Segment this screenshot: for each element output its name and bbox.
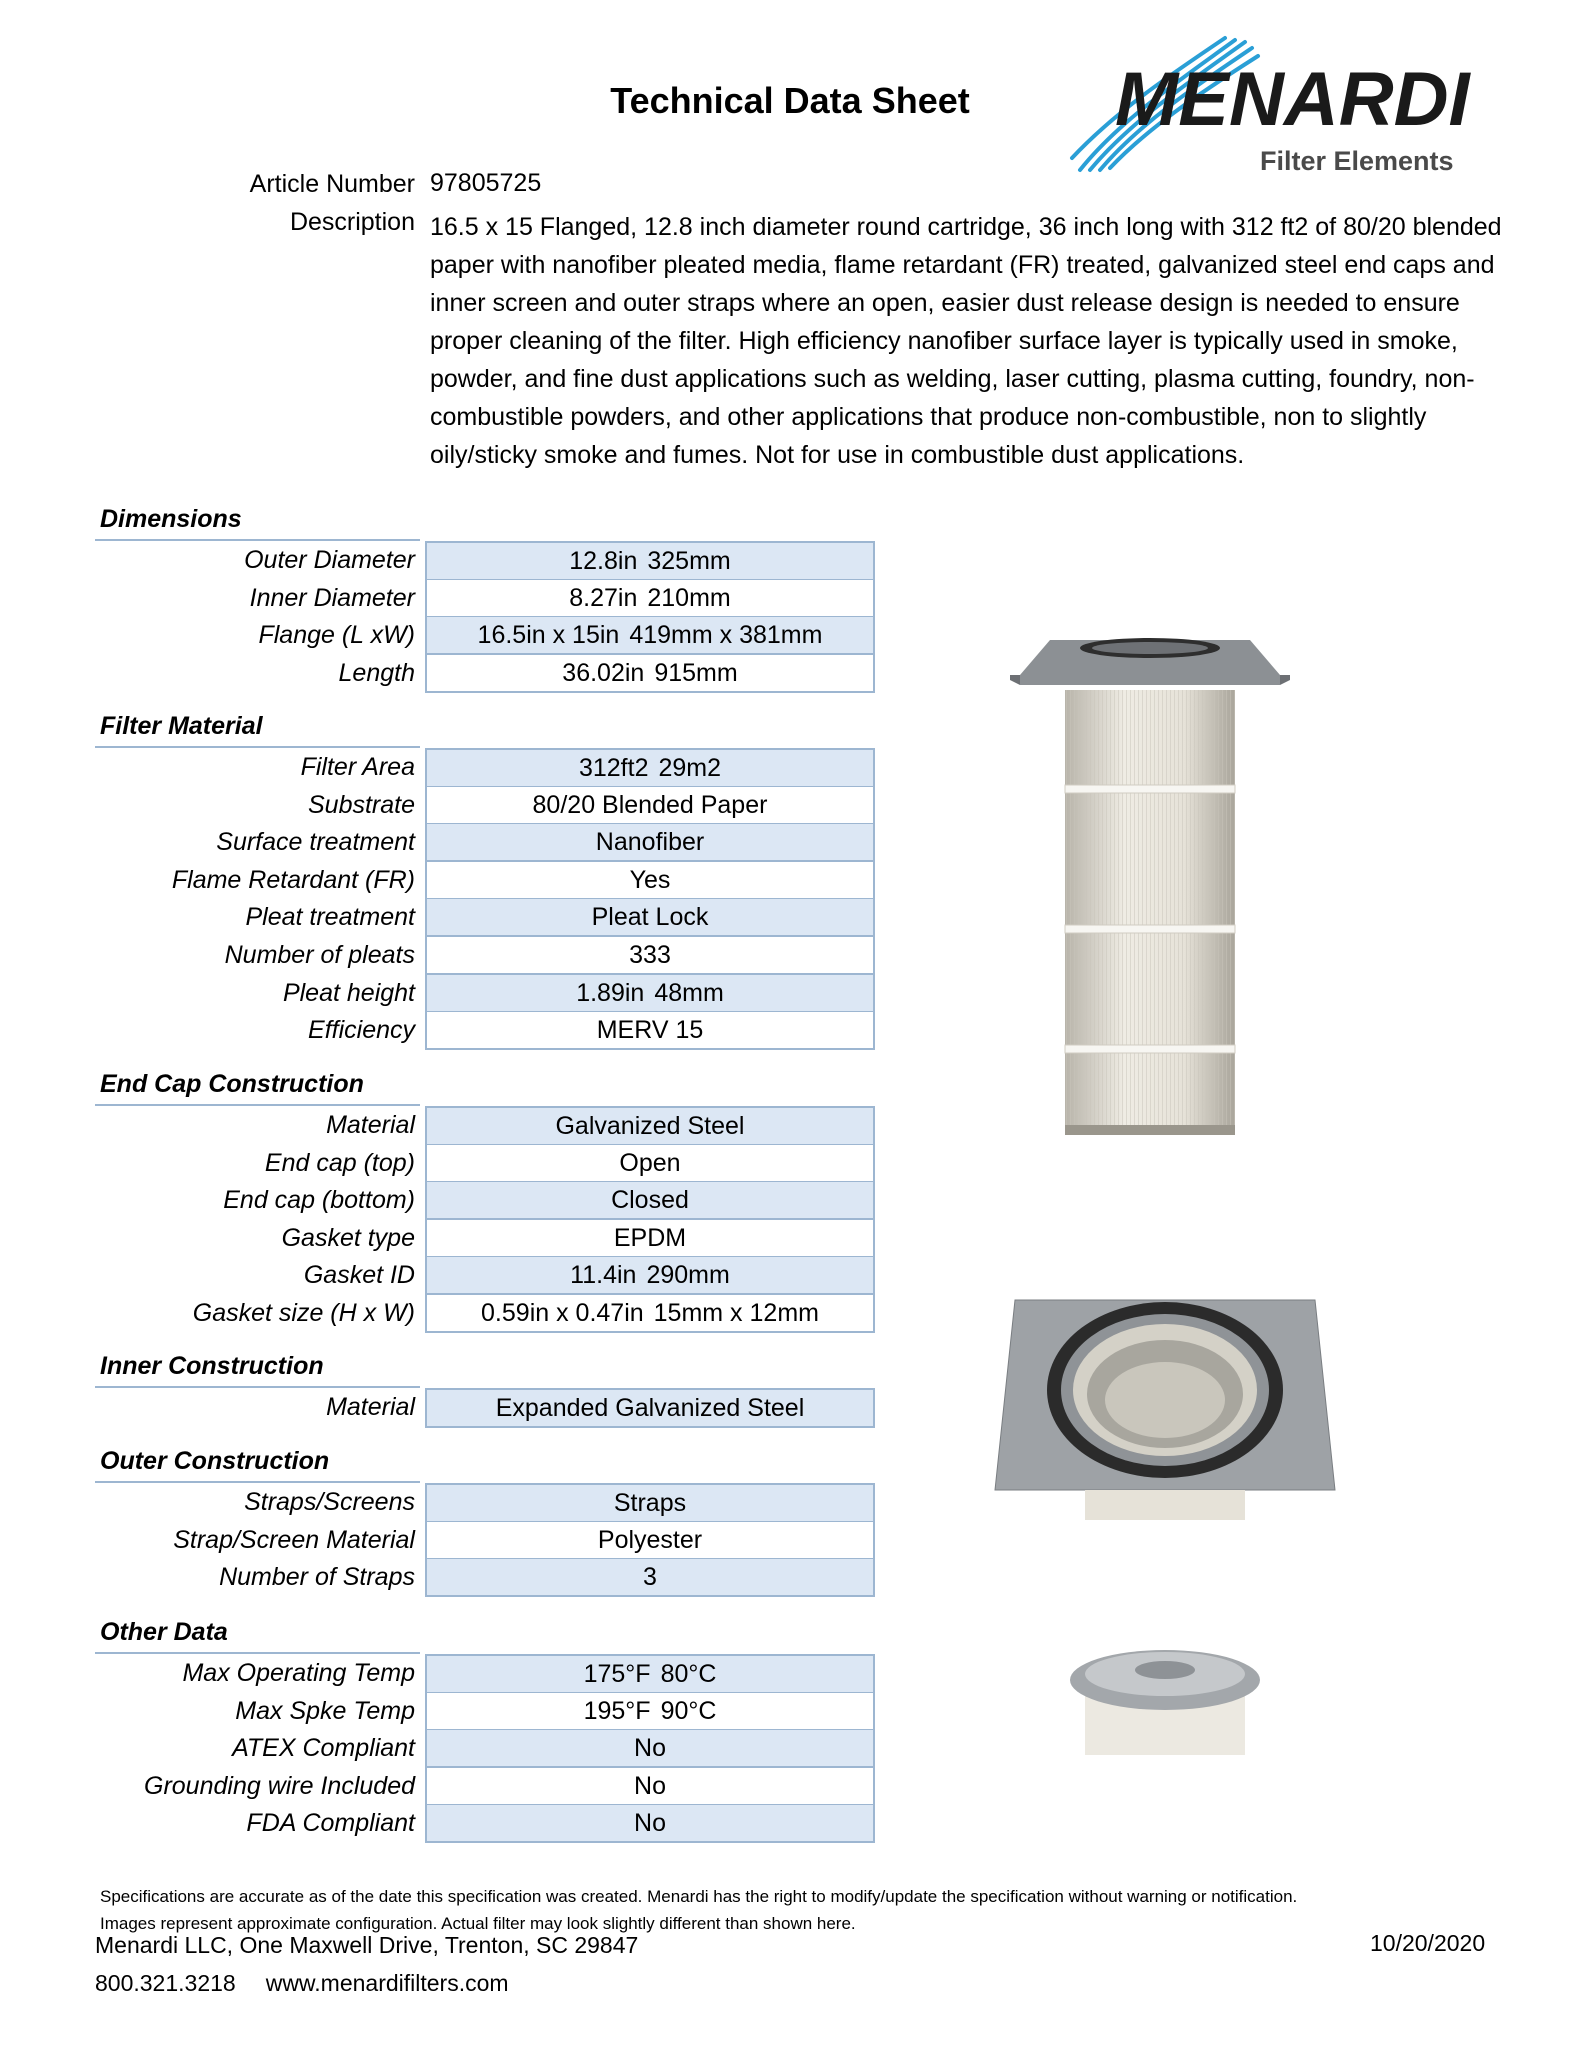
spec-value-primary: 0.59in x 0.47in: [481, 1299, 644, 1327]
spec-value-primary: 11.4in: [570, 1261, 637, 1290]
article-number-label: Article Number: [249, 170, 415, 198]
spec-label: Gasket ID: [303, 1261, 415, 1290]
spec-value-metric: 325mm: [647, 547, 731, 575]
spec-value-primary: 333: [629, 941, 671, 969]
spec-row: [95, 1219, 875, 1257]
spec-row: [95, 823, 875, 861]
spec-value-cell: [425, 823, 875, 861]
spec-label: Outer Diameter: [244, 546, 415, 574]
description-label: Description: [289, 208, 415, 236]
section-title: Outer Construction: [100, 1447, 330, 1475]
spec-value-cell: [425, 1729, 875, 1767]
spec-value-cell: [425, 1388, 875, 1428]
spec-row: [95, 1692, 875, 1730]
spec-row: [95, 1729, 875, 1767]
spec-row: [95, 541, 875, 579]
spec-value-primary: 175°F: [583, 1660, 651, 1688]
spec-label: Number of pleats: [224, 941, 415, 969]
spec-row: [95, 1804, 875, 1842]
spec-value-cell: [425, 861, 875, 899]
spec-value-cell: [425, 1767, 875, 1805]
spec-value-cell: [425, 1654, 875, 1693]
spec-value-cell: [425, 579, 875, 617]
spec-value-cell: [425, 936, 875, 974]
spec-value-metric: 90°C: [660, 1696, 717, 1725]
spec-value-cell: [425, 1294, 875, 1333]
filter-top-view-photo: [985, 1290, 1345, 1530]
spec-value-primary: 36.02in: [562, 658, 645, 687]
spec-row: [95, 974, 875, 1012]
spec-label: Length: [338, 658, 415, 687]
spec-label: Number of Straps: [219, 1563, 415, 1592]
page-title: Technical Data Sheet: [610, 80, 970, 121]
spec-value-primary: Expanded Galvanized Steel: [495, 1394, 805, 1422]
spec-value-cell: [425, 1483, 875, 1522]
spec-value-primary: 3: [643, 1563, 657, 1592]
spec-value-cell: [425, 616, 875, 654]
spec-value-primary: Galvanized Steel: [555, 1112, 745, 1140]
spec-row: [95, 1106, 875, 1144]
section-title: Dimensions: [100, 505, 242, 533]
section-title: Inner Construction: [100, 1352, 324, 1380]
spec-value-primary: Yes: [629, 865, 671, 894]
spec-row: [95, 898, 875, 936]
spec-label: Filter Area: [300, 753, 415, 781]
spec-label: FDA Compliant: [246, 1809, 415, 1838]
spec-row: [95, 1256, 875, 1294]
spec-row: [95, 1144, 875, 1182]
spec-value-metric: 419mm x 381mm: [629, 621, 823, 650]
spec-value-metric: 15mm x 12mm: [653, 1299, 819, 1327]
spec-value-cell: [425, 541, 875, 580]
spec-row: [95, 936, 875, 974]
spec-label: Max Spke Temp: [235, 1696, 415, 1725]
spec-value-cell: [425, 786, 875, 824]
spec-value-cell: [425, 1521, 875, 1559]
spec-value-primary: Pleat Lock: [591, 903, 709, 932]
spec-label: Straps/Screens: [244, 1488, 415, 1516]
disclaimer-line-1: Specifications are accurate as of the date this specification was created. Menardi has the right to modify/update the specification without warning or notification.: [100, 1887, 1298, 1906]
spec-label: End cap (bottom): [223, 1186, 415, 1215]
spec-value-primary: 8.27in: [569, 583, 638, 612]
spec-label: Pleat treatment: [245, 903, 415, 932]
spec-value-primary: Nanofiber: [595, 828, 705, 857]
spec-row: [95, 1294, 875, 1332]
spec-row: [95, 654, 875, 692]
spec-row: [95, 579, 875, 617]
spec-row: [95, 1767, 875, 1805]
spec-value-cell: [425, 1011, 875, 1050]
article-number-value: 97805725: [430, 169, 542, 197]
spec-row: [95, 786, 875, 824]
spec-value-primary: 195°F: [583, 1696, 651, 1725]
spec-value-primary: No: [634, 1734, 666, 1763]
spec-value-metric: 915mm: [654, 658, 738, 687]
spec-value-metric: 80°C: [660, 1660, 717, 1688]
spec-row: [95, 1521, 875, 1559]
filter-bottom-cap-photo: [1065, 1640, 1265, 1755]
spec-row: [95, 616, 875, 654]
spec-row: [95, 861, 875, 899]
spec-value-cell: [425, 1219, 875, 1257]
section-title: End Cap Construction: [100, 1070, 364, 1098]
disclaimer-line-2: Images represent approximate configuration. Actual filter may look slightly different than shown here.: [100, 1914, 856, 1933]
spec-value-primary: Open: [619, 1148, 681, 1177]
disclaimer: [100, 1883, 1520, 1937]
spec-value-cell: [425, 1144, 875, 1182]
spec-label: Inner Diameter: [249, 583, 415, 612]
spec-value-primary: 12.8in: [569, 547, 638, 575]
spec-value-cell: [425, 1558, 875, 1597]
filter-cartridge-photo: [1010, 620, 1290, 1140]
company-contact: [95, 1970, 509, 1997]
spec-value-cell: [425, 654, 875, 693]
spec-value-primary: EPDM: [613, 1223, 687, 1252]
spec-value-cell: [425, 974, 875, 1012]
company-phone: 800.321.3218: [95, 1970, 236, 1996]
spec-value-cell: [425, 1256, 875, 1294]
spec-value-primary: 16.5in x 15in: [477, 621, 620, 650]
spec-value-cell: [425, 1692, 875, 1730]
spec-row: [95, 1011, 875, 1049]
spec-value-primary: No: [634, 1809, 666, 1838]
spec-value-cell: [425, 1804, 875, 1843]
document-date: 10/20/2020: [1370, 1930, 1486, 1956]
spec-row: [95, 1558, 875, 1596]
spec-value-metric: 210mm: [647, 583, 731, 612]
company-website-link[interactable]: www.menardifilters.com: [265, 1970, 509, 1996]
spec-row: [95, 1483, 875, 1521]
spec-value-metric: 29m2: [658, 754, 722, 782]
spec-value-primary: Polyester: [597, 1525, 703, 1554]
spec-value-primary: Closed: [611, 1186, 689, 1215]
spec-label: Gasket type: [281, 1223, 415, 1252]
spec-row: [95, 1388, 875, 1426]
spec-value-cell: [425, 748, 875, 787]
spec-label: ATEX Compliant: [232, 1734, 415, 1763]
spec-label: Max Operating Temp: [182, 1659, 415, 1687]
section-title: Filter Material: [100, 712, 263, 740]
spec-row: [95, 1654, 875, 1692]
spec-value-cell: [425, 1106, 875, 1145]
menardi-logo: [1060, 30, 1490, 180]
spec-value-metric: 290mm: [646, 1261, 730, 1290]
spec-label: Flame Retardant (FR): [171, 865, 415, 894]
spec-row: [95, 748, 875, 786]
spec-label: Substrate: [307, 790, 415, 819]
spec-value-cell: [425, 1181, 875, 1219]
spec-value-primary: 1.89in: [576, 978, 645, 1007]
spec-value-primary: 312ft2: [578, 754, 649, 782]
spec-label: Gasket size (H x W): [192, 1299, 415, 1327]
spec-label: Surface treatment: [216, 828, 415, 857]
spec-label: Material: [326, 1393, 415, 1421]
spec-label: End cap (top): [264, 1148, 415, 1177]
spec-label: Pleat height: [282, 978, 415, 1007]
spec-label: Flange (L xW): [258, 621, 415, 650]
svg-text:MENARDI: MENARDI: [1115, 57, 1470, 142]
spec-value-primary: Straps: [613, 1489, 687, 1517]
company-address: Menardi LLC, One Maxwell Drive, Trenton, SC 29847: [95, 1932, 639, 1958]
spec-label: Grounding wire Included: [144, 1771, 415, 1800]
section-title: Other Data: [100, 1618, 228, 1646]
spec-value-primary: No: [634, 1771, 666, 1800]
spec-label: Material: [326, 1111, 415, 1139]
spec-value-primary: MERV 15: [596, 1016, 704, 1045]
spec-value-primary: 80/20 Blended Paper: [532, 790, 768, 819]
spec-value-cell: [425, 898, 875, 936]
svg-text:Filter Elements: Filter Elements: [1260, 146, 1454, 176]
spec-value-metric: 48mm: [654, 978, 724, 1007]
spec-row: [95, 1181, 875, 1219]
spec-label: Efficiency: [308, 1016, 415, 1045]
spec-label: Strap/Screen Material: [173, 1525, 415, 1554]
description-value: 16.5 x 15 Flanged, 12.8 inch diameter round cartridge, 36 inch long with 312 ft2 of 80/20 blended paper with nanofiber pleated media, flame retardant (FR) treated, galvanized steel end caps and inner screen and outer straps where an open, easier dust release design is needed to ensure proper cleaning of the filter. High efficiency nanofiber surface layer is typically used in smoke, powder, and fine dust applications such as welding, laser cutting, plasma cutting, foundry, non-combustible powders, and other applications that produce non-combustible, non to slightly oily/sticky smoke and fumes. Not for use in combustible dust applications.: [430, 213, 1502, 469]
